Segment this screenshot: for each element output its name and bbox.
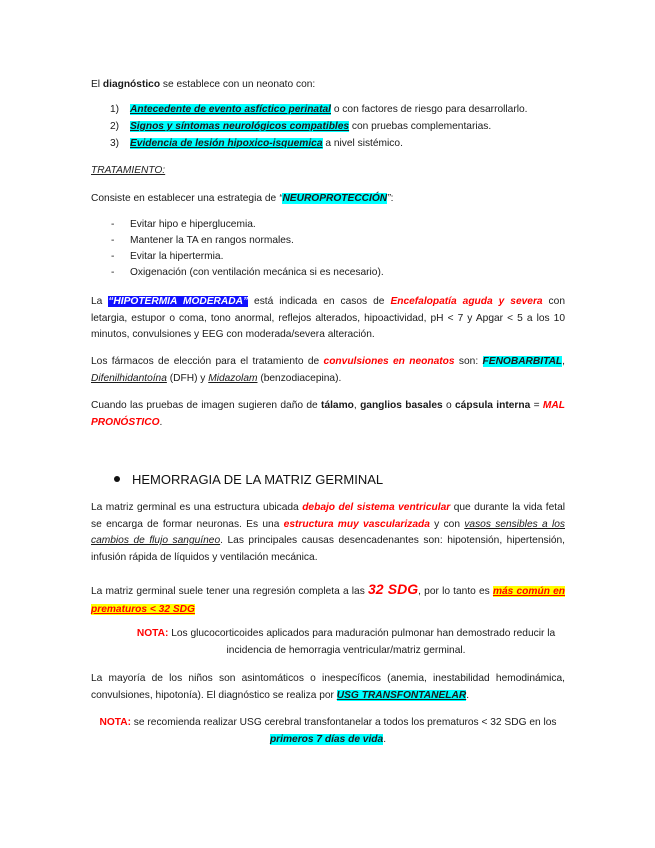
bullet-icon xyxy=(114,476,120,482)
treatment-title: TRATAMIENTO: xyxy=(91,165,166,176)
document-page: El diagnóstico se establece con un neonato con: 1) Antecedente de evento asfíctico perinatal o con factores de riesgo para desarrollarlo. 2) Signos y síntomas neurológicos compatibles con pruebas complementarias. 3) Evidencia de lesión hipoxico-isquemica a nivel sistémico. TRATAMIENTO: Consiste en establecer una estrategia de “NEUROPROTECCIÓN”: - Evitar hipo e hiperglucemia. - Mantener la TA en rangos normales. - Evitar la hipertermia. - Oxigenación (con ventilación mecánica si es necesario). La “HIPOTERMIA MODERADA” está indicada en casos de Encefalopatía aguda y severa con letargia, estupor o coma, tono anormal, reflejos alterados, hipoactividad, pH < 7 y Apgar < 5 a los 10 minutos, convulsiones y EEG con moderada/severa alteración. Los fármacos de elección para el tratamiento de convulsiones en neonatos son: FENOBARBITAL, Difenilhidantoína (DFH) y Midazolam (benzodiacepina). Cuando las pruebas de imagen sugieren daño de tálamo, ganglios basales o cápsula interna = MAL PRONÓSTICO. HEMORRAGIA DE LA MATRIZ GERMINAL La matriz germinal es una estructura ubicada debajo del sistema ventricular que durante la vida fetal se encarga de formar neuronas. Es una estructura muy vascularizada y con vasos sensibles a los cambios de flujo sanguíneo. Las principales causas desencadenantes son: hipotensión, hipertensión, infusión rápida de líquidos y ventilación mecánica. La matriz germinal suele tener una regresión completa a las 32 SDG, por lo tanto es más común en prematuros < 32 SDG NOTA: Los glucocorticoides aplicados para maduración pulmonar han demostrado reducir la incidencia de hemorragia ventricular/matriz germinal. La mayoría de los niños son asintomáticos o inespecíficos (anemia, inestabilidad hemodinámica, convulsiones, hipotonía). El diagnóstico se realiza por USG TRANSFONTANELAR. NOTA: se recomienda realizar USG cerebral transfontanelar a todos los prematuros < 32 SDG en los primeros 7 días de vida. xyxy=(0,0,655,848)
note-glucocorticoids: NOTA: Los glucocorticoides aplicados para maduración pulmonar han demostrado reducir la incidencia de hemorragia ventricular/matriz germinal. xyxy=(136,628,556,656)
regression-paragraph: La matriz germinal suele tener una regresión completa a las 32 SDG, por lo tanto es más común en prematuros < 32 SDG xyxy=(91,581,565,615)
germinal-matrix-paragraph: La matriz germinal es una estructura ubicada debajo del sistema ventricular que durante la vida fetal se encarga de formar neuronas. Es una estructura muy vascularizada y con vasos sensibles a los cambios de flujo sanguíneo. Las principales causas desencadenantes son: hipotensión, hipertensión, infusión rápida de líquidos y ventilación mecánica. xyxy=(91,502,566,563)
symptoms-paragraph: La mayoría de los niños son asintomáticos o inespecíficos (anemia, inestabilidad hemodinámica, convulsiones, hipotonía). El diagnóstico se realiza por USG TRANSFONTANELAR. xyxy=(91,673,565,701)
hypothermia-paragraph: La “HIPOTERMIA MODERADA” está indicada en casos de Encefalopatía aguda y severa con letargia, estupor o coma, tono anormal, reflejos alterados, hipoactividad, pH < 7 y Apgar < 5 a los 10 minutos, convulsiones y EEG con moderada/severa alteración. xyxy=(91,296,565,340)
prognosis-paragraph: Cuando las pruebas de imagen sugieren daño de tálamo, ganglios basales o cápsula interna = MAL PRONÓSTICO. xyxy=(91,400,565,428)
note-usg: NOTA: se recomienda realizar USG cerebral transfontanelar a todos los prematuros < 32 SDG en los primeros 7 días de vida. xyxy=(99,717,557,745)
section-heading: HEMORRAGIA DE LA MATRIZ GERMINAL xyxy=(114,472,383,487)
drugs-paragraph: Los fármacos de elección para el tratamiento de convulsiones en neonatos son: FENOBARBITAL, Difenilhidantoína (DFH) y Midazolam (benzodiacepina). xyxy=(91,356,565,384)
diagnosis-intro: El diagnóstico se establece con un neonato con: xyxy=(91,79,316,90)
treatment-intro: Consiste en establecer una estrategia de “NEUROPROTECCIÓN”: xyxy=(91,193,394,204)
